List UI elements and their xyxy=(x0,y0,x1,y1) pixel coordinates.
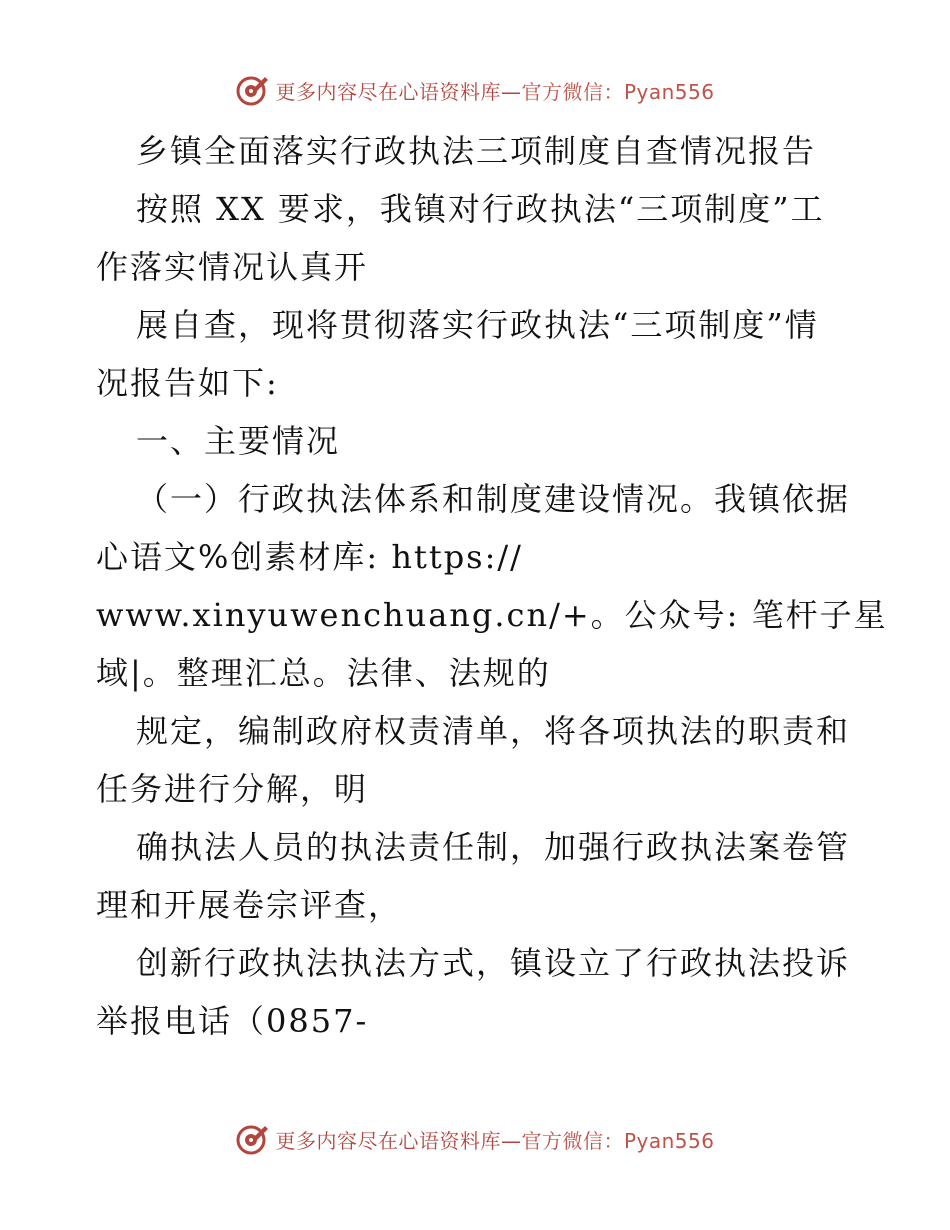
banner-text xyxy=(275,76,714,105)
paragraph-line: 按照 XX 要求，我镇对行政执法“三项制度”工 xyxy=(136,190,825,228)
document-title: 乡镇全面落实行政执法三项制度自查情况报告 xyxy=(136,132,817,170)
banner-separator: — xyxy=(500,1128,522,1153)
paragraph-line: 展自查，现将贯彻落实行政执法“三项制度”情 xyxy=(136,306,819,344)
pen-logo-icon xyxy=(235,73,269,107)
banner-site-name: 更多内容尽在心语资料库 xyxy=(275,79,501,104)
header-watermark-banner xyxy=(0,70,950,110)
document-body xyxy=(96,122,888,1050)
footer-watermark-banner xyxy=(0,1119,950,1159)
paragraph-line: 举报电话（0857- xyxy=(96,1002,369,1040)
banner-separator: — xyxy=(500,79,522,104)
paragraph-line: www.xinyuwenchuang.cn/+。公众号: 笔杆子星 xyxy=(96,596,888,634)
paragraph-line: 创新行政执法执法方式，镇设立了行政执法投诉 xyxy=(136,944,851,982)
paragraph-line: 心语文%创素材库: https:// xyxy=(96,538,523,576)
banner-wechat: 官方微信：Pyan556 xyxy=(521,79,715,104)
paragraph-line: 域|。整理汇总。法律、法规的 xyxy=(96,654,551,692)
paragraph-line: 任务进行分解，明 xyxy=(96,770,369,808)
subsection-heading: （一）行政执法体系和制度建设情况。我镇依据 xyxy=(136,480,851,518)
banner-wechat: 官方微信：Pyan556 xyxy=(521,1128,715,1153)
pen-logo-icon xyxy=(235,1122,269,1156)
paragraph-line: 作落实情况认真开 xyxy=(96,248,369,286)
paragraph-line: 况报告如下: xyxy=(96,364,279,402)
section-heading: 一、主要情况 xyxy=(136,422,341,460)
banner-text xyxy=(275,1125,714,1154)
paragraph-line: 理和开展卷宗评查， xyxy=(96,886,403,924)
paragraph-line: 确执法人员的执法责任制，加强行政执法案卷管 xyxy=(136,828,851,866)
paragraph-line: 规定，编制政府权责清单，将各项执法的职责和 xyxy=(136,712,851,750)
banner-site-name: 更多内容尽在心语资料库 xyxy=(275,1128,501,1153)
